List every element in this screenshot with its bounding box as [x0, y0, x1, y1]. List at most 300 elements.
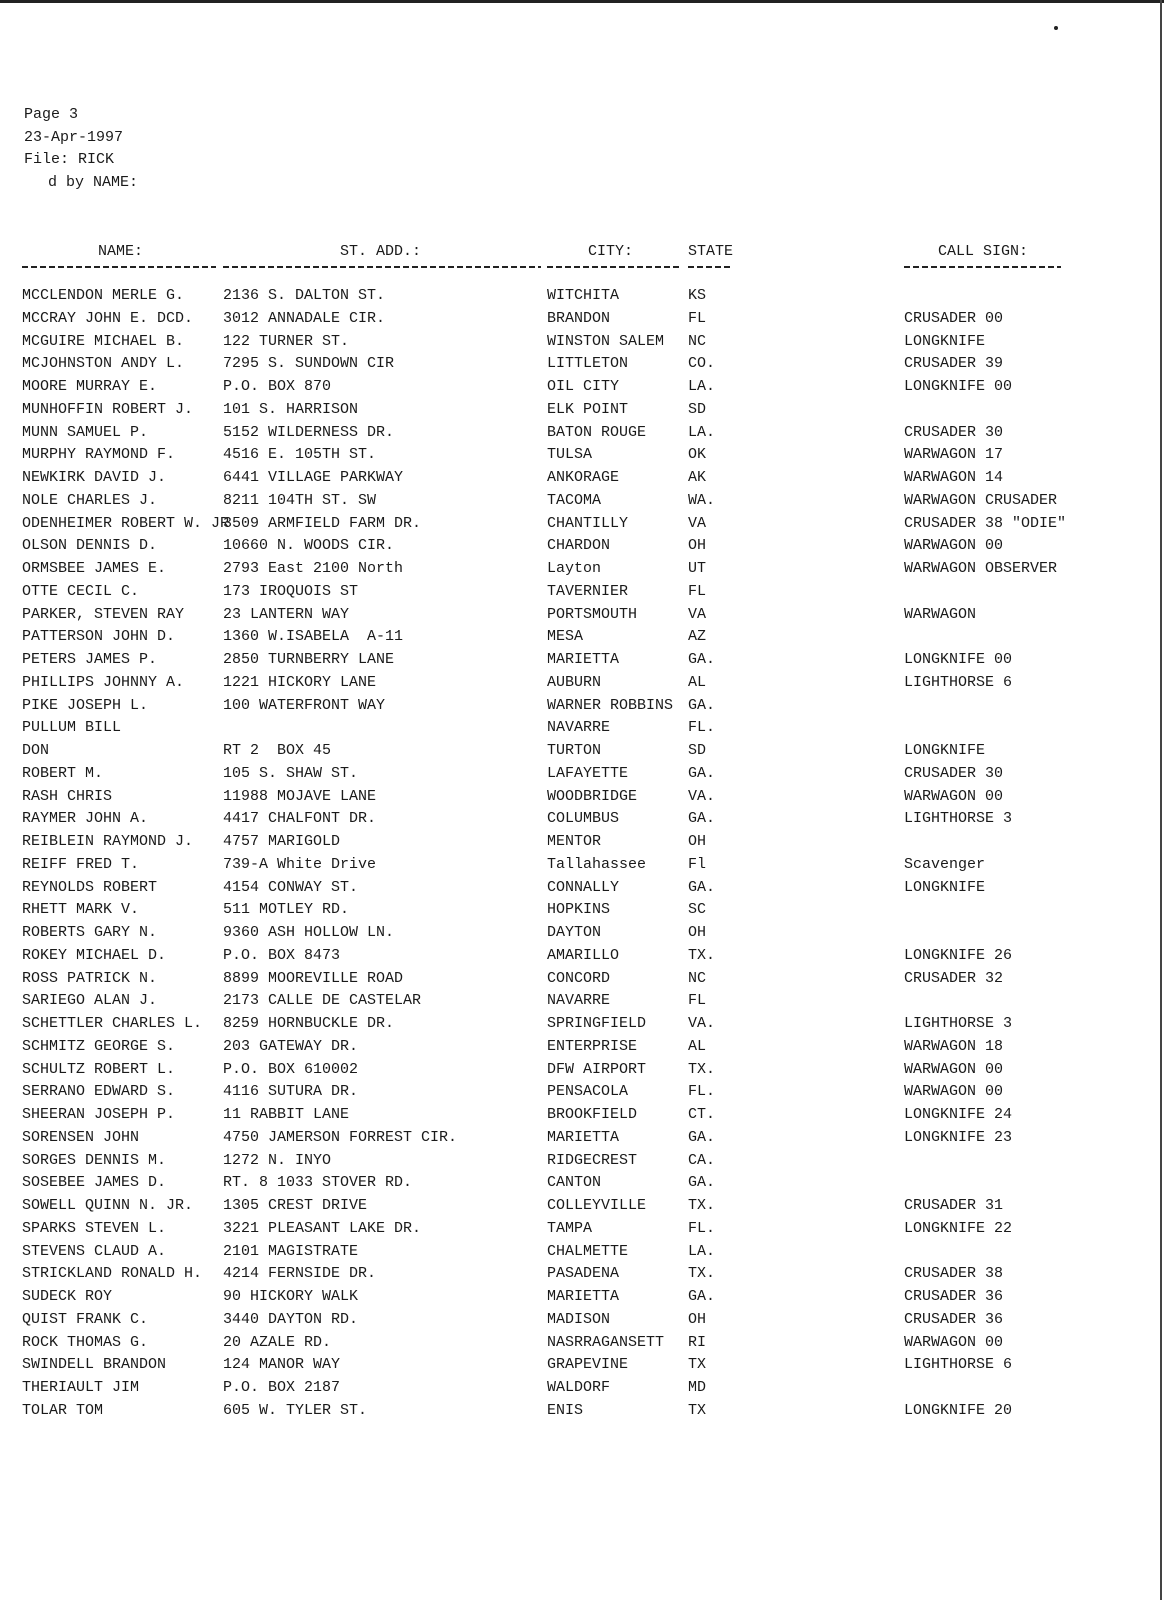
header-rule-address — [223, 266, 541, 268]
street-address: 11 RABBIT LANE — [223, 1106, 350, 1123]
call-sign: LONGKNIFE 00 — [904, 378, 1013, 395]
member-name: ROSS PATRICK N. — [22, 969, 158, 987]
member-name: MURPHY RAYMOND F. — [22, 446, 176, 464]
column-header-state: STATE — [688, 243, 734, 260]
member-name: SCHMITZ GEORGE S. — [22, 1037, 176, 1055]
state: OH — [688, 924, 707, 941]
column-header-call-sign: CALL SIGN: — [938, 243, 1029, 260]
state: VA — [688, 605, 707, 623]
table-row — [0, 628, 1164, 651]
call-sign: Scavenger — [904, 855, 986, 873]
table-row — [0, 492, 1164, 515]
street-address: P.O. BOX 2187 — [223, 1379, 341, 1396]
city: WARNER ROBBINS — [547, 696, 674, 714]
city: CHANTILLY — [547, 514, 629, 532]
street-address: 8211 104TH ST. SW — [223, 491, 377, 509]
state: TX — [688, 1356, 707, 1374]
call-sign: LONGKNIFE — [904, 332, 986, 350]
city: BROOKFIELD — [547, 1106, 638, 1123]
table-row — [0, 674, 1164, 697]
street-address: 3221 PLEASANT LAKE DR. — [223, 1219, 422, 1237]
city: WALDORF — [547, 1379, 611, 1396]
city: WOODBRIDGE — [547, 787, 638, 805]
member-name: MUNHOFFIN ROBERT J. — [22, 400, 194, 418]
table-row — [0, 879, 1164, 902]
city: RIDGECREST — [547, 1151, 638, 1169]
call-sign: CRUSADER 00 — [904, 309, 1004, 327]
table-row — [0, 788, 1164, 811]
member-name: ODENHEIMER ROBERT W. JR — [22, 514, 230, 532]
member-name: SOWELL QUINN N. JR. — [22, 1197, 194, 1214]
state: AL — [688, 673, 707, 691]
member-name: MCCRAY JOHN E. DCD. — [22, 309, 194, 327]
state: SD — [688, 742, 707, 759]
member-name: SUDECK ROY — [22, 1288, 113, 1305]
member-name: DON — [22, 742, 50, 759]
state: OH — [688, 1310, 707, 1328]
call-sign: WARWAGON 14 — [904, 469, 1004, 486]
state: MD — [688, 1379, 707, 1396]
state: FL — [688, 582, 707, 600]
state: LA. — [688, 378, 716, 395]
street-address: 7295 S. SUNDOWN CIR — [223, 355, 395, 373]
member-name: TOLAR TOM — [22, 1401, 104, 1419]
street-address: 2101 MAGISTRATE — [223, 1242, 359, 1260]
state: OK — [688, 446, 707, 464]
street-address: 1221 HICKORY LANE — [223, 673, 377, 691]
table-row — [0, 1334, 1164, 1357]
city: LAFAYETTE — [547, 764, 629, 782]
table-row — [0, 1288, 1164, 1311]
city: TULSA — [547, 446, 593, 464]
call-sign: WARWAGON 00 — [904, 537, 1004, 555]
call-sign: LONGKNIFE 23 — [904, 1128, 1013, 1146]
call-sign: WARWAGON 17 — [904, 446, 1004, 464]
street-address: 122 TURNER ST. — [223, 332, 350, 350]
file-name: File: RICK — [24, 151, 115, 168]
street-address: RT 2 BOX 45 — [223, 742, 332, 759]
member-name: SCHULTZ ROBERT L. — [22, 1060, 176, 1078]
street-address: 90 HICKORY WALK — [223, 1288, 359, 1305]
state: GA. — [688, 1128, 716, 1146]
state: GA. — [688, 764, 716, 782]
member-name: REIFF FRED T. — [22, 855, 140, 873]
city: MARIETTA — [547, 651, 620, 668]
member-name: MCCLENDON MERLE G. — [22, 287, 185, 304]
street-address: 203 GATEWAY DR. — [223, 1037, 359, 1055]
street-address: 3509 ARMFIELD FARM DR. — [223, 514, 422, 532]
street-address: 4154 CONWAY ST. — [223, 878, 359, 896]
call-sign: WARWAGON 00 — [904, 787, 1004, 805]
city: WINSTON SALEM — [547, 332, 665, 350]
street-address: 11988 MOJAVE LANE — [223, 787, 377, 805]
street-address: 101 S. HARRISON — [223, 400, 359, 418]
header-rule-call-sign — [904, 266, 1061, 268]
header-rule-city — [547, 266, 679, 268]
state: FL — [688, 309, 707, 327]
call-sign: LONGKNIFE 20 — [904, 1401, 1013, 1419]
state: LA. — [688, 423, 716, 441]
street-address: 4757 MARIGOLD — [223, 833, 341, 850]
state: CT. — [688, 1106, 716, 1123]
table-row — [0, 355, 1164, 378]
member-name: QUIST FRANK C. — [22, 1310, 149, 1328]
table-row — [0, 765, 1164, 788]
street-address: 105 S. SHAW ST. — [223, 764, 359, 782]
table-row — [0, 537, 1164, 560]
table-row — [0, 1038, 1164, 1061]
state: FL. — [688, 1083, 716, 1101]
state: VA. — [688, 1015, 716, 1032]
call-sign: LONGKNIFE 00 — [904, 651, 1013, 668]
state: SC — [688, 901, 707, 919]
state: TX. — [688, 946, 716, 964]
call-sign: LONGKNIFE 22 — [904, 1219, 1013, 1237]
state: TX — [688, 1401, 707, 1419]
member-name: MCGUIRE MICHAEL B. — [22, 332, 185, 350]
member-name: SARIEGO ALAN J. — [22, 992, 158, 1010]
member-name: RASH CHRIS — [22, 787, 113, 805]
table-row — [0, 719, 1164, 742]
call-sign: LONGKNIFE 24 — [904, 1106, 1013, 1123]
member-name: PATTERSON JOHN D. — [22, 628, 176, 646]
state: NC — [688, 332, 707, 350]
member-name: SORENSEN JOHN — [22, 1128, 140, 1146]
street-address: 6441 VILLAGE PARKWAY — [223, 469, 404, 486]
table-row — [0, 424, 1164, 447]
column-header-address: ST. ADD.: — [340, 243, 422, 260]
city: NASRRAGANSETT — [547, 1333, 665, 1351]
city: Tallahassee — [547, 855, 647, 873]
state: SD — [688, 400, 707, 418]
city: WITCHITA — [547, 287, 620, 304]
member-name: MOORE MURRAY E. — [22, 378, 158, 395]
table-row — [0, 401, 1164, 424]
page-number: Page 3 — [24, 106, 79, 123]
call-sign: CRUSADER 38 — [904, 1265, 1004, 1283]
column-header-name: NAME: — [98, 243, 144, 260]
member-name: SPARKS STEVEN L. — [22, 1219, 167, 1237]
city: LITTLETON — [547, 355, 629, 373]
table-row — [0, 697, 1164, 720]
state: WA. — [688, 491, 716, 509]
member-name: REIBLEIN RAYMOND J. — [22, 833, 194, 850]
table-row — [0, 1106, 1164, 1129]
state: TX. — [688, 1197, 716, 1214]
call-sign: CRUSADER 38 "ODIE" — [904, 514, 1067, 532]
table-row — [0, 1311, 1164, 1334]
state: FL — [688, 992, 707, 1010]
call-sign: LONGKNIFE — [904, 742, 986, 759]
street-address: 20 AZALE RD. — [223, 1333, 332, 1351]
city: TACOMA — [547, 491, 602, 509]
state: FL. — [688, 1219, 716, 1237]
member-name: ORMSBEE JAMES E. — [22, 560, 167, 577]
call-sign: LIGHTHORSE 3 — [904, 810, 1013, 828]
member-name: SCHETTLER CHARLES L. — [22, 1015, 203, 1032]
member-name: NEWKIRK DAVID J. — [22, 469, 167, 486]
city: MESA — [547, 628, 584, 646]
call-sign: WARWAGON OBSERVER — [904, 560, 1058, 577]
city: PENSACOLA — [547, 1083, 629, 1101]
table-row — [0, 924, 1164, 947]
header-rule-name — [22, 266, 216, 268]
sort-label: d by NAME: — [48, 173, 139, 191]
state: FL. — [688, 719, 716, 737]
city: GRAPEVINE — [547, 1356, 629, 1374]
table-row — [0, 1356, 1164, 1379]
street-address: P.O. BOX 870 — [223, 378, 332, 395]
member-name: MUNN SAMUEL P. — [22, 423, 149, 441]
state: AK — [688, 469, 707, 486]
street-address: 4417 CHALFONT DR. — [223, 810, 377, 828]
member-name: REYNOLDS ROBERT — [22, 878, 158, 896]
call-sign: LIGHTHORSE 6 — [904, 1356, 1013, 1374]
street-address: 511 MOTLEY RD. — [223, 901, 350, 919]
state: AL — [688, 1037, 707, 1055]
table-row — [0, 1197, 1164, 1220]
table-row — [0, 810, 1164, 833]
member-name: STEVENS CLAUD A. — [22, 1242, 167, 1260]
state: VA. — [688, 787, 716, 805]
street-address: 4750 JAMERSON FORREST CIR. — [223, 1128, 458, 1146]
city: ELK POINT — [547, 400, 629, 418]
table-row — [0, 378, 1164, 401]
street-address: 173 IROQUOIS ST — [223, 582, 359, 600]
member-name: MCJOHNSTON ANDY L. — [22, 355, 185, 373]
call-sign: LONGKNIFE 26 — [904, 946, 1013, 964]
member-name: SHEERAN JOSEPH P. — [22, 1106, 176, 1123]
street-address: 23 LANTERN WAY — [223, 605, 350, 623]
city: NAVARRE — [547, 992, 611, 1010]
street-address: 2793 East 2100 North — [223, 560, 404, 577]
table-row — [0, 1243, 1164, 1266]
state: GA. — [688, 651, 716, 668]
table-row — [0, 1129, 1164, 1152]
table-row — [0, 901, 1164, 924]
table-row — [0, 947, 1164, 970]
header-rule-state — [688, 266, 730, 268]
city: TAVERNIER — [547, 582, 629, 600]
scan-speck — [1054, 26, 1058, 30]
member-name: THERIAULT JIM — [22, 1379, 140, 1396]
city: SPRINGFIELD — [547, 1015, 647, 1032]
street-address: 100 WATERFRONT WAY — [223, 696, 386, 714]
call-sign: CRUSADER 39 — [904, 355, 1004, 373]
member-name: OTTE CECIL C. — [22, 582, 140, 600]
city: ENTERPRISE — [547, 1037, 638, 1055]
call-sign: CRUSADER 31 — [904, 1197, 1004, 1214]
call-sign: CRUSADER 30 — [904, 423, 1004, 441]
member-name: PHILLIPS JOHNNY A. — [22, 673, 185, 691]
table-row — [0, 583, 1164, 606]
street-address: 8899 MOOREVILLE ROAD — [223, 969, 404, 987]
state: OH — [688, 537, 707, 555]
member-name: PARKER, STEVEN RAY — [22, 605, 185, 623]
table-row — [0, 742, 1164, 765]
column-header-city: CITY: — [588, 243, 634, 260]
city: MENTOR — [547, 833, 602, 850]
member-name: STRICKLAND RONALD H. — [22, 1265, 203, 1283]
member-table — [0, 287, 1164, 1425]
table-row — [0, 1152, 1164, 1175]
street-address: 2173 CALLE DE CASTELAR — [223, 992, 422, 1010]
table-row — [0, 1015, 1164, 1038]
state: TX. — [688, 1265, 716, 1283]
city: NAVARRE — [547, 719, 611, 737]
table-row — [0, 333, 1164, 356]
member-name: SOSEBEE JAMES D. — [22, 1174, 167, 1192]
member-name: SERRANO EDWARD S. — [22, 1083, 176, 1101]
member-name: SORGES DENNIS M. — [22, 1151, 167, 1169]
member-name: RHETT MARK V. — [22, 901, 140, 919]
street-address: 739-A White Drive — [223, 855, 377, 873]
street-address: 605 W. TYLER ST. — [223, 1401, 368, 1419]
table-row — [0, 1402, 1164, 1425]
state: CO. — [688, 355, 716, 373]
street-address: 2850 TURNBERRY LANE — [223, 651, 395, 668]
table-row — [0, 515, 1164, 538]
member-name: PIKE JOSEPH L. — [22, 696, 149, 714]
street-address: 1305 CREST DRIVE — [223, 1197, 368, 1214]
city: CHARDON — [547, 537, 611, 555]
state: GA. — [688, 878, 716, 896]
city: MARIETTA — [547, 1128, 620, 1146]
member-name: OLSON DENNIS D. — [22, 537, 158, 555]
call-sign: WARWAGON 00 — [904, 1333, 1004, 1351]
city: Layton — [547, 560, 602, 577]
state: OH — [688, 833, 707, 850]
call-sign: LIGHTHORSE 3 — [904, 1015, 1013, 1032]
member-name: ROBERTS GARY N. — [22, 924, 158, 941]
city: OIL CITY — [547, 378, 620, 395]
city: HOPKINS — [547, 901, 611, 919]
street-address: 4116 SUTURA DR. — [223, 1083, 359, 1101]
state: CA. — [688, 1151, 716, 1169]
street-address: 3440 DAYTON RD. — [223, 1310, 359, 1328]
call-sign: WARWAGON 18 — [904, 1037, 1004, 1055]
street-address: 2136 S. DALTON ST. — [223, 287, 386, 304]
city: CONCORD — [547, 969, 611, 987]
member-name: NOLE CHARLES J. — [22, 491, 158, 509]
state: Fl — [688, 855, 707, 873]
state: LA. — [688, 1242, 716, 1260]
city: DAYTON — [547, 924, 602, 941]
table-row — [0, 469, 1164, 492]
page-top-edge — [0, 0, 1164, 3]
city: MARIETTA — [547, 1288, 620, 1305]
report-header — [24, 104, 138, 194]
city: PASADENA — [547, 1265, 620, 1283]
call-sign: CRUSADER 32 — [904, 969, 1004, 987]
call-sign: WARWAGON 00 — [904, 1060, 1004, 1078]
city: BATON ROUGE — [547, 423, 647, 441]
city: DFW AIRPORT — [547, 1060, 647, 1078]
city: COLUMBUS — [547, 810, 620, 828]
street-address: 4516 E. 105TH ST. — [223, 446, 377, 464]
table-row — [0, 856, 1164, 879]
call-sign: WARWAGON — [904, 605, 977, 623]
member-name: ROCK THOMAS G. — [22, 1333, 149, 1351]
street-address: 1360 W.ISABELA A-11 — [223, 628, 404, 646]
city: BRANDON — [547, 309, 611, 327]
state: TX. — [688, 1060, 716, 1078]
street-address: 124 MANOR WAY — [223, 1356, 341, 1374]
table-row — [0, 287, 1164, 310]
street-address: P.O. BOX 610002 — [223, 1060, 359, 1078]
state: RI — [688, 1333, 707, 1351]
member-name: SWINDELL BRANDON — [22, 1356, 167, 1374]
member-name: ROBERT M. — [22, 764, 104, 782]
street-address: 4214 FERNSIDE DR. — [223, 1265, 377, 1283]
state: KS — [688, 287, 707, 304]
call-sign: LONGKNIFE — [904, 878, 986, 896]
table-row — [0, 992, 1164, 1015]
member-name: ROKEY MICHAEL D. — [22, 946, 167, 964]
state: NC — [688, 969, 707, 987]
table-row — [0, 833, 1164, 856]
city: PORTSMOUTH — [547, 605, 638, 623]
city: TURTON — [547, 742, 602, 759]
table-row — [0, 1061, 1164, 1084]
city: AUBURN — [547, 673, 602, 691]
state: GA. — [688, 810, 716, 828]
call-sign: CRUSADER 36 — [904, 1288, 1004, 1305]
street-address: 10660 N. WOODS CIR. — [223, 537, 395, 555]
report-date: 23-Apr-1997 — [24, 128, 124, 146]
table-row — [0, 606, 1164, 629]
table-row — [0, 970, 1164, 993]
table-row — [0, 651, 1164, 674]
member-name: RAYMER JOHN A. — [22, 810, 149, 828]
city: CONNALLY — [547, 878, 620, 896]
table-row — [0, 1379, 1164, 1402]
city: AMARILLO — [547, 946, 620, 964]
street-address: 5152 WILDERNESS DR. — [223, 423, 395, 441]
street-address: 1272 N. INYO — [223, 1151, 332, 1169]
street-address: 3012 ANNADALE CIR. — [223, 309, 386, 327]
table-row — [0, 1220, 1164, 1243]
table-row — [0, 1083, 1164, 1106]
city: COLLEYVILLE — [547, 1197, 647, 1214]
city: ANKORAGE — [547, 469, 620, 486]
table-row — [0, 446, 1164, 469]
member-name: PETERS JAMES P. — [22, 651, 158, 668]
city: TAMPA — [547, 1219, 593, 1237]
state: AZ — [688, 628, 707, 646]
state: GA. — [688, 1174, 716, 1192]
call-sign: WARWAGON CRUSADER — [904, 491, 1058, 509]
table-row — [0, 560, 1164, 583]
state: VA — [688, 514, 707, 532]
street-address: RT. 8 1033 STOVER RD. — [223, 1174, 413, 1192]
call-sign: WARWAGON 00 — [904, 1083, 1004, 1101]
table-row — [0, 1174, 1164, 1197]
state: GA. — [688, 1288, 716, 1305]
city: CHALMETTE — [547, 1242, 629, 1260]
call-sign: LIGHTHORSE 6 — [904, 673, 1013, 691]
call-sign: CRUSADER 36 — [904, 1310, 1004, 1328]
call-sign: CRUSADER 30 — [904, 764, 1004, 782]
table-row — [0, 310, 1164, 333]
member-name: PULLUM BILL — [22, 719, 122, 737]
street-address: 9360 ASH HOLLOW LN. — [223, 924, 395, 941]
city: MADISON — [547, 1310, 611, 1328]
state: UT — [688, 560, 707, 577]
table-row — [0, 1265, 1164, 1288]
state: GA. — [688, 696, 716, 714]
street-address: P.O. BOX 8473 — [223, 946, 341, 964]
